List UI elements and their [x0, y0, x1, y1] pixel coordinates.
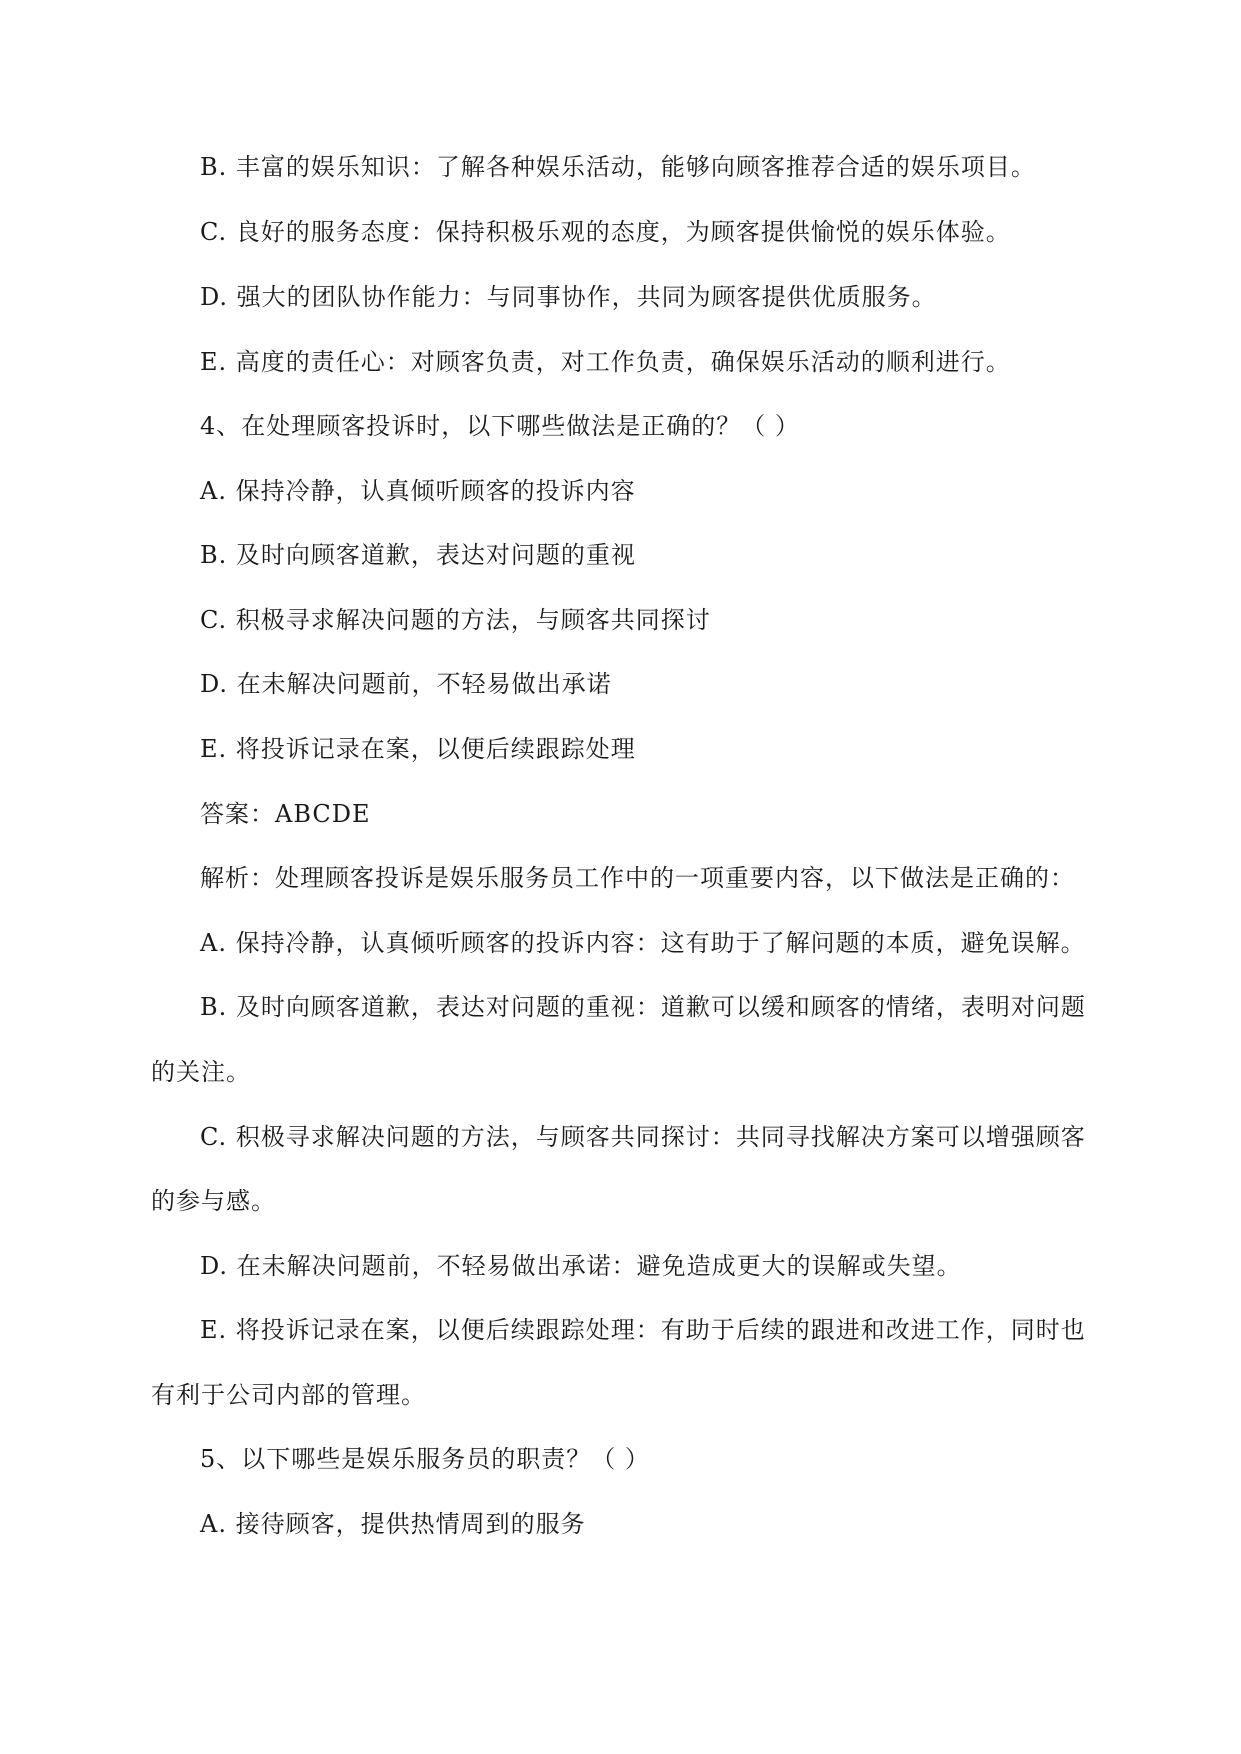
question-5: 5、以下哪些是娱乐服务员的职责？（ ）	[200, 1445, 650, 1473]
q4-explanation-e-cont: 有利于公司内部的管理。	[151, 1381, 426, 1409]
q4-explanation-d: D. 在未解决问题前，不轻易做出承诺：避免造成更大的误解或失望。	[200, 1252, 962, 1280]
q4-explanation-intro: 解析：处理顾客投诉是娱乐服务员工作中的一项重要内容，以下做法是正确的：	[200, 864, 1075, 892]
q4-option-a: A. 保持冷静，认真倾听顾客的投诉内容	[200, 477, 636, 505]
option-d-teamwork: D. 强大的团队协作能力：与同事协作，共同为顾客提供优质服务。	[200, 283, 937, 311]
question-4: 4、在处理顾客投诉时，以下哪些做法是正确的？（ ）	[200, 412, 800, 440]
option-e-responsibility: E. 高度的责任心：对顾客负责，对工作负责，确保娱乐活动的顺利进行。	[200, 348, 1011, 376]
q4-explanation-c: C. 积极寻求解决问题的方法，与顾客共同探讨：共同寻找解决方案可以增强顾客	[200, 1123, 1086, 1151]
q5-option-a: A. 接待顾客，提供热情周到的服务	[200, 1510, 586, 1538]
q4-option-b: B. 及时向顾客道歉，表达对问题的重视	[200, 541, 636, 569]
option-b-entertainment-knowledge: B. 丰富的娱乐知识：了解各种娱乐活动，能够向顾客推荐合适的娱乐项目。	[200, 153, 1036, 181]
q4-explanation-c-cont: 的参与感。	[151, 1187, 276, 1215]
q4-answer: 答案：ABCDE	[200, 800, 371, 828]
q4-option-e: E. 将投诉记录在案，以便后续跟踪处理	[200, 735, 636, 763]
q4-explanation-a: A. 保持冷静，认真倾听顾客的投诉内容：这有助于了解问题的本质，避免误解。	[200, 929, 1086, 957]
q4-explanation-b: B. 及时向顾客道歉，表达对问题的重视：道歉可以缓和顾客的情绪，表明对问题	[200, 993, 1086, 1021]
q4-explanation-b-cont: 的关注。	[151, 1058, 251, 1086]
option-c-service-attitude: C. 良好的服务态度：保持积极乐观的态度，为顾客提供愉悦的娱乐体验。	[200, 218, 1011, 246]
q4-option-c: C. 积极寻求解决问题的方法，与顾客共同探讨	[200, 606, 711, 634]
q4-explanation-e: E. 将投诉记录在案，以便后续跟踪处理：有助于后续的跟进和改进工作，同时也	[200, 1316, 1086, 1344]
q4-option-d: D. 在未解决问题前，不轻易做出承诺	[200, 670, 612, 698]
